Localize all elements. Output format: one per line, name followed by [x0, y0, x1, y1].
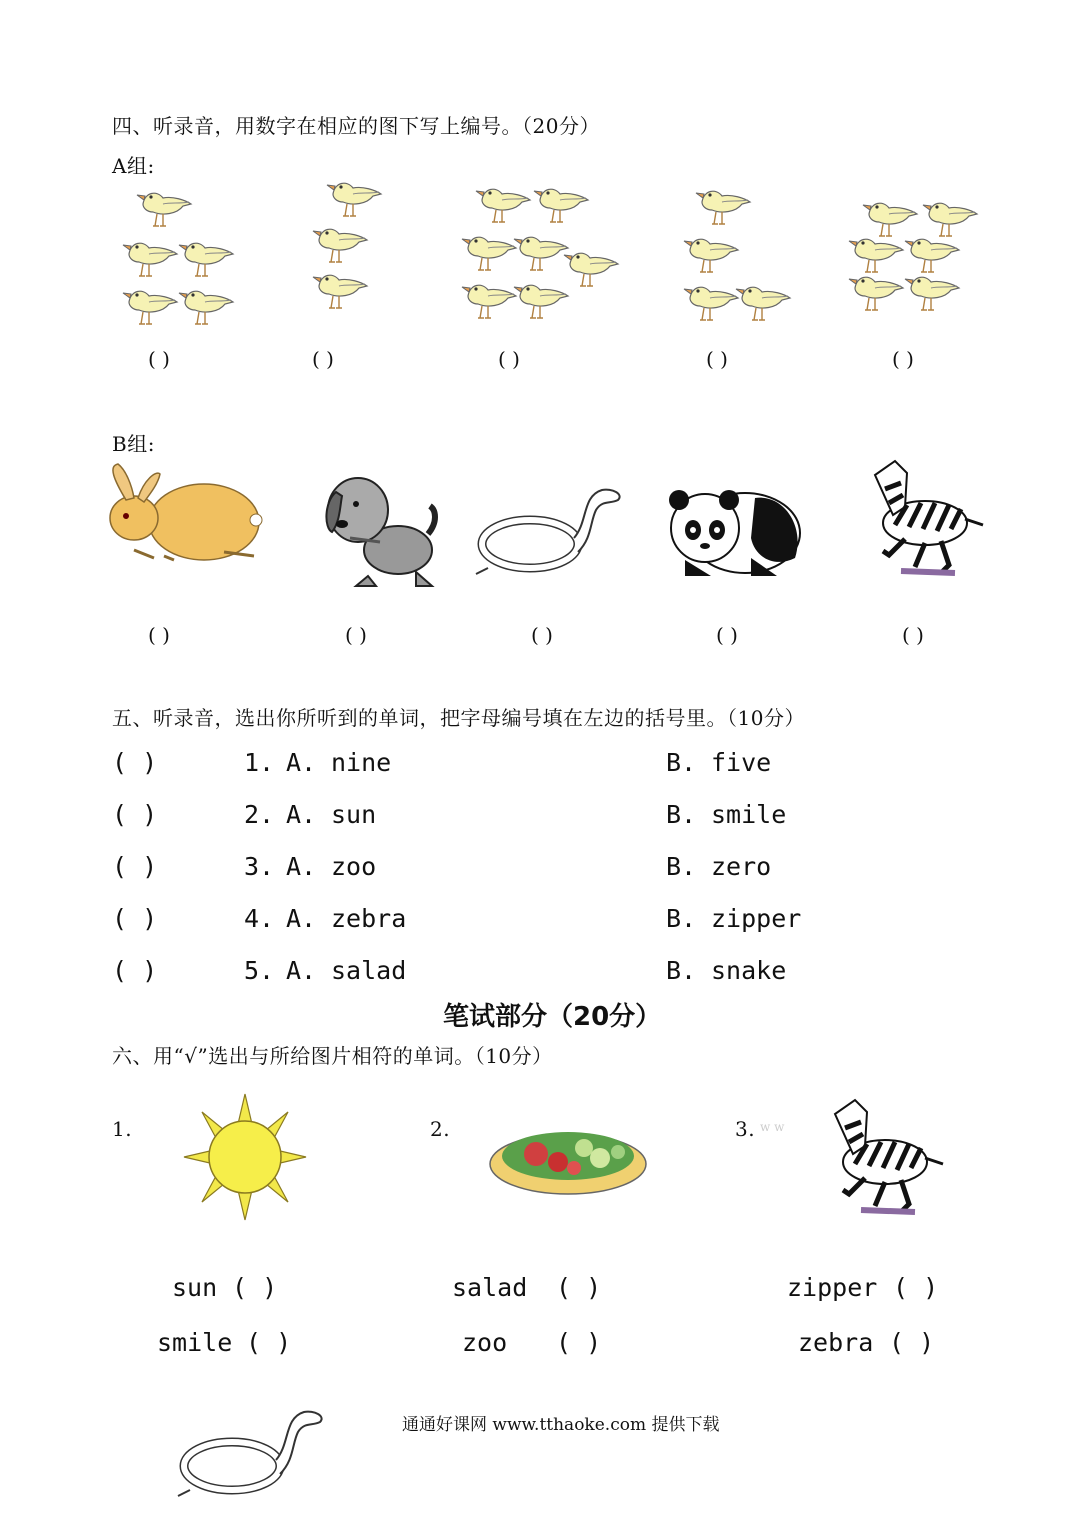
bird-group-5 — [845, 192, 985, 322]
bird-icon — [115, 180, 245, 330]
option-a-label: A. — [286, 748, 317, 777]
bird-group-4 — [680, 180, 800, 330]
option-b-label: B. — [666, 748, 697, 777]
q2-number: 2. — [430, 1117, 451, 1141]
option-b-word: snake — [711, 956, 787, 985]
word-choice: smile — [157, 1328, 233, 1357]
bird-icon — [458, 178, 628, 328]
section5-heading: 五、听录音，选出你所听到的单词，把字母编号填在左边的括号里。（10分） — [112, 706, 805, 730]
answer-paren[interactable]: ( ) — [112, 956, 158, 985]
option-a-word: sun — [331, 800, 377, 829]
bird-icon — [680, 180, 800, 330]
option-b-word: smile — [711, 800, 787, 829]
word-choice: sun — [172, 1273, 218, 1302]
item-number: 1. — [244, 748, 275, 777]
bird-group-3 — [458, 178, 628, 328]
option-b-label: B. — [666, 956, 697, 985]
item-number: 5. — [244, 956, 275, 985]
option-a-word: zebra — [331, 904, 407, 933]
word-choice: salad — [452, 1273, 528, 1302]
option-a-label: A. — [286, 956, 317, 985]
option-a-word: salad — [331, 956, 407, 985]
answer-paren[interactable]: ( ) — [902, 623, 924, 647]
answer-paren[interactable]: ( ) — [148, 347, 170, 371]
sun-icon — [184, 1094, 306, 1220]
salad-icon — [488, 1118, 648, 1196]
panda-icon — [655, 478, 805, 578]
q1-number: 1. — [112, 1117, 133, 1141]
option-b-word: five — [711, 748, 772, 777]
bird-group-1 — [115, 180, 245, 330]
answer-paren[interactable]: ( ) — [112, 904, 158, 933]
footer-text: 通通好课网 www.tthaoke.com 提供下载 — [402, 1415, 720, 1435]
group-b-label: B组: — [112, 432, 155, 456]
bird-group-2 — [305, 170, 405, 320]
answer-paren[interactable]: ( ) — [112, 800, 158, 829]
check-paren[interactable]: ( ) — [246, 1328, 292, 1357]
item-number: 2. — [244, 800, 275, 829]
answer-paren[interactable]: ( ) — [498, 347, 520, 371]
q3-number: 3. — [735, 1117, 756, 1141]
check-paren[interactable]: ( ) — [232, 1273, 278, 1302]
rabbit-icon — [104, 460, 264, 570]
word-choice: zipper — [787, 1273, 878, 1302]
option-b-label: B. — [666, 800, 697, 829]
answer-paren[interactable]: ( ) — [345, 623, 367, 647]
answer-paren[interactable]: ( ) — [531, 623, 553, 647]
written-section-title: 笔试部分（20分） — [443, 1002, 662, 1032]
section4-heading: 四、听录音，用数字在相应的图下写上编号。（20分） — [112, 114, 600, 138]
bird-icon — [305, 170, 405, 320]
answer-paren[interactable]: ( ) — [892, 347, 914, 371]
option-b-word: zipper — [711, 904, 802, 933]
answer-paren[interactable]: ( ) — [112, 748, 158, 777]
option-a-label: A. — [286, 800, 317, 829]
option-b-label: B. — [666, 852, 697, 881]
word-choice: zoo — [462, 1328, 508, 1357]
check-paren[interactable]: ( ) — [893, 1273, 939, 1302]
watermark-mark: w w — [760, 1120, 785, 1134]
group-a-label: A组: — [112, 154, 155, 178]
zebra-icon — [805, 1094, 945, 1219]
check-paren[interactable]: ( ) — [556, 1328, 602, 1357]
answer-paren[interactable]: ( ) — [112, 852, 158, 881]
item-number: 3. — [244, 852, 275, 881]
dog-icon — [320, 472, 445, 592]
item-number: 4. — [244, 904, 275, 933]
option-b-word: zero — [711, 852, 772, 881]
section6-heading: 六、用“√”选出与所给图片相符的单词。（10分） — [112, 1044, 553, 1068]
snake-icon — [478, 482, 628, 577]
option-b-label: B. — [666, 904, 697, 933]
zebra-icon — [845, 455, 985, 580]
answer-paren[interactable]: ( ) — [716, 623, 738, 647]
option-a-label: A. — [286, 904, 317, 933]
answer-paren[interactable]: ( ) — [148, 623, 170, 647]
option-a-label: A. — [286, 852, 317, 881]
word-choice: zebra — [798, 1328, 874, 1357]
snake-icon — [180, 1404, 330, 1499]
answer-paren[interactable]: ( ) — [706, 347, 728, 371]
bird-icon — [845, 192, 985, 322]
check-paren[interactable]: ( ) — [889, 1328, 935, 1357]
option-a-word: zoo — [331, 852, 377, 881]
check-paren[interactable]: ( ) — [556, 1273, 602, 1302]
option-a-word: nine — [331, 748, 392, 777]
answer-paren[interactable]: ( ) — [312, 347, 334, 371]
